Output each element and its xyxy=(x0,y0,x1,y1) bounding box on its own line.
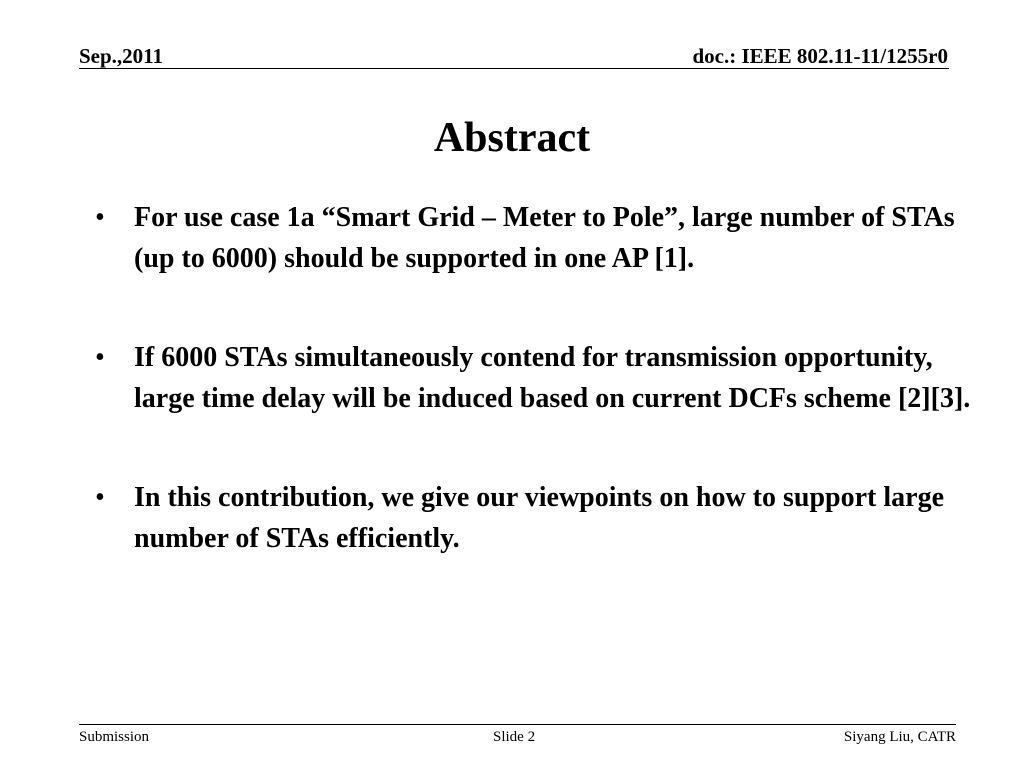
footer-divider xyxy=(79,724,956,725)
footer-submission: Submission xyxy=(79,729,150,745)
bullet-list xyxy=(95,198,975,559)
bullet-item xyxy=(95,338,975,419)
bullet-text: In this contribution, we give our viewpoints on how to support large number of STAs efficiently. xyxy=(134,482,945,554)
footer-slide-number: Slide 2 xyxy=(493,729,536,745)
header-date: Sep.,2011 xyxy=(79,44,164,68)
header-doc-id: doc.: IEEE 802.11-11/1255r0 xyxy=(692,44,948,68)
slide-title: Abstract xyxy=(433,115,591,161)
header-divider xyxy=(79,68,949,69)
bullet-text: If 6000 STAs simultaneously contend for transmission opportunity, large time delay will be induced based on current DCFs scheme [2][3]. xyxy=(134,342,971,414)
bullet-marker: • xyxy=(95,202,105,233)
footer-author: Siyang Liu, CATR xyxy=(843,729,956,745)
bullet-marker: • xyxy=(95,482,105,513)
bullet-marker: • xyxy=(95,342,105,373)
bullet-text: For use case 1a “Smart Grid – Meter to Pole”, large number of STAs (up to 6000) should be supported in one AP [1]. xyxy=(134,202,955,274)
bullet-item xyxy=(95,198,975,279)
bullet-item xyxy=(95,478,975,559)
